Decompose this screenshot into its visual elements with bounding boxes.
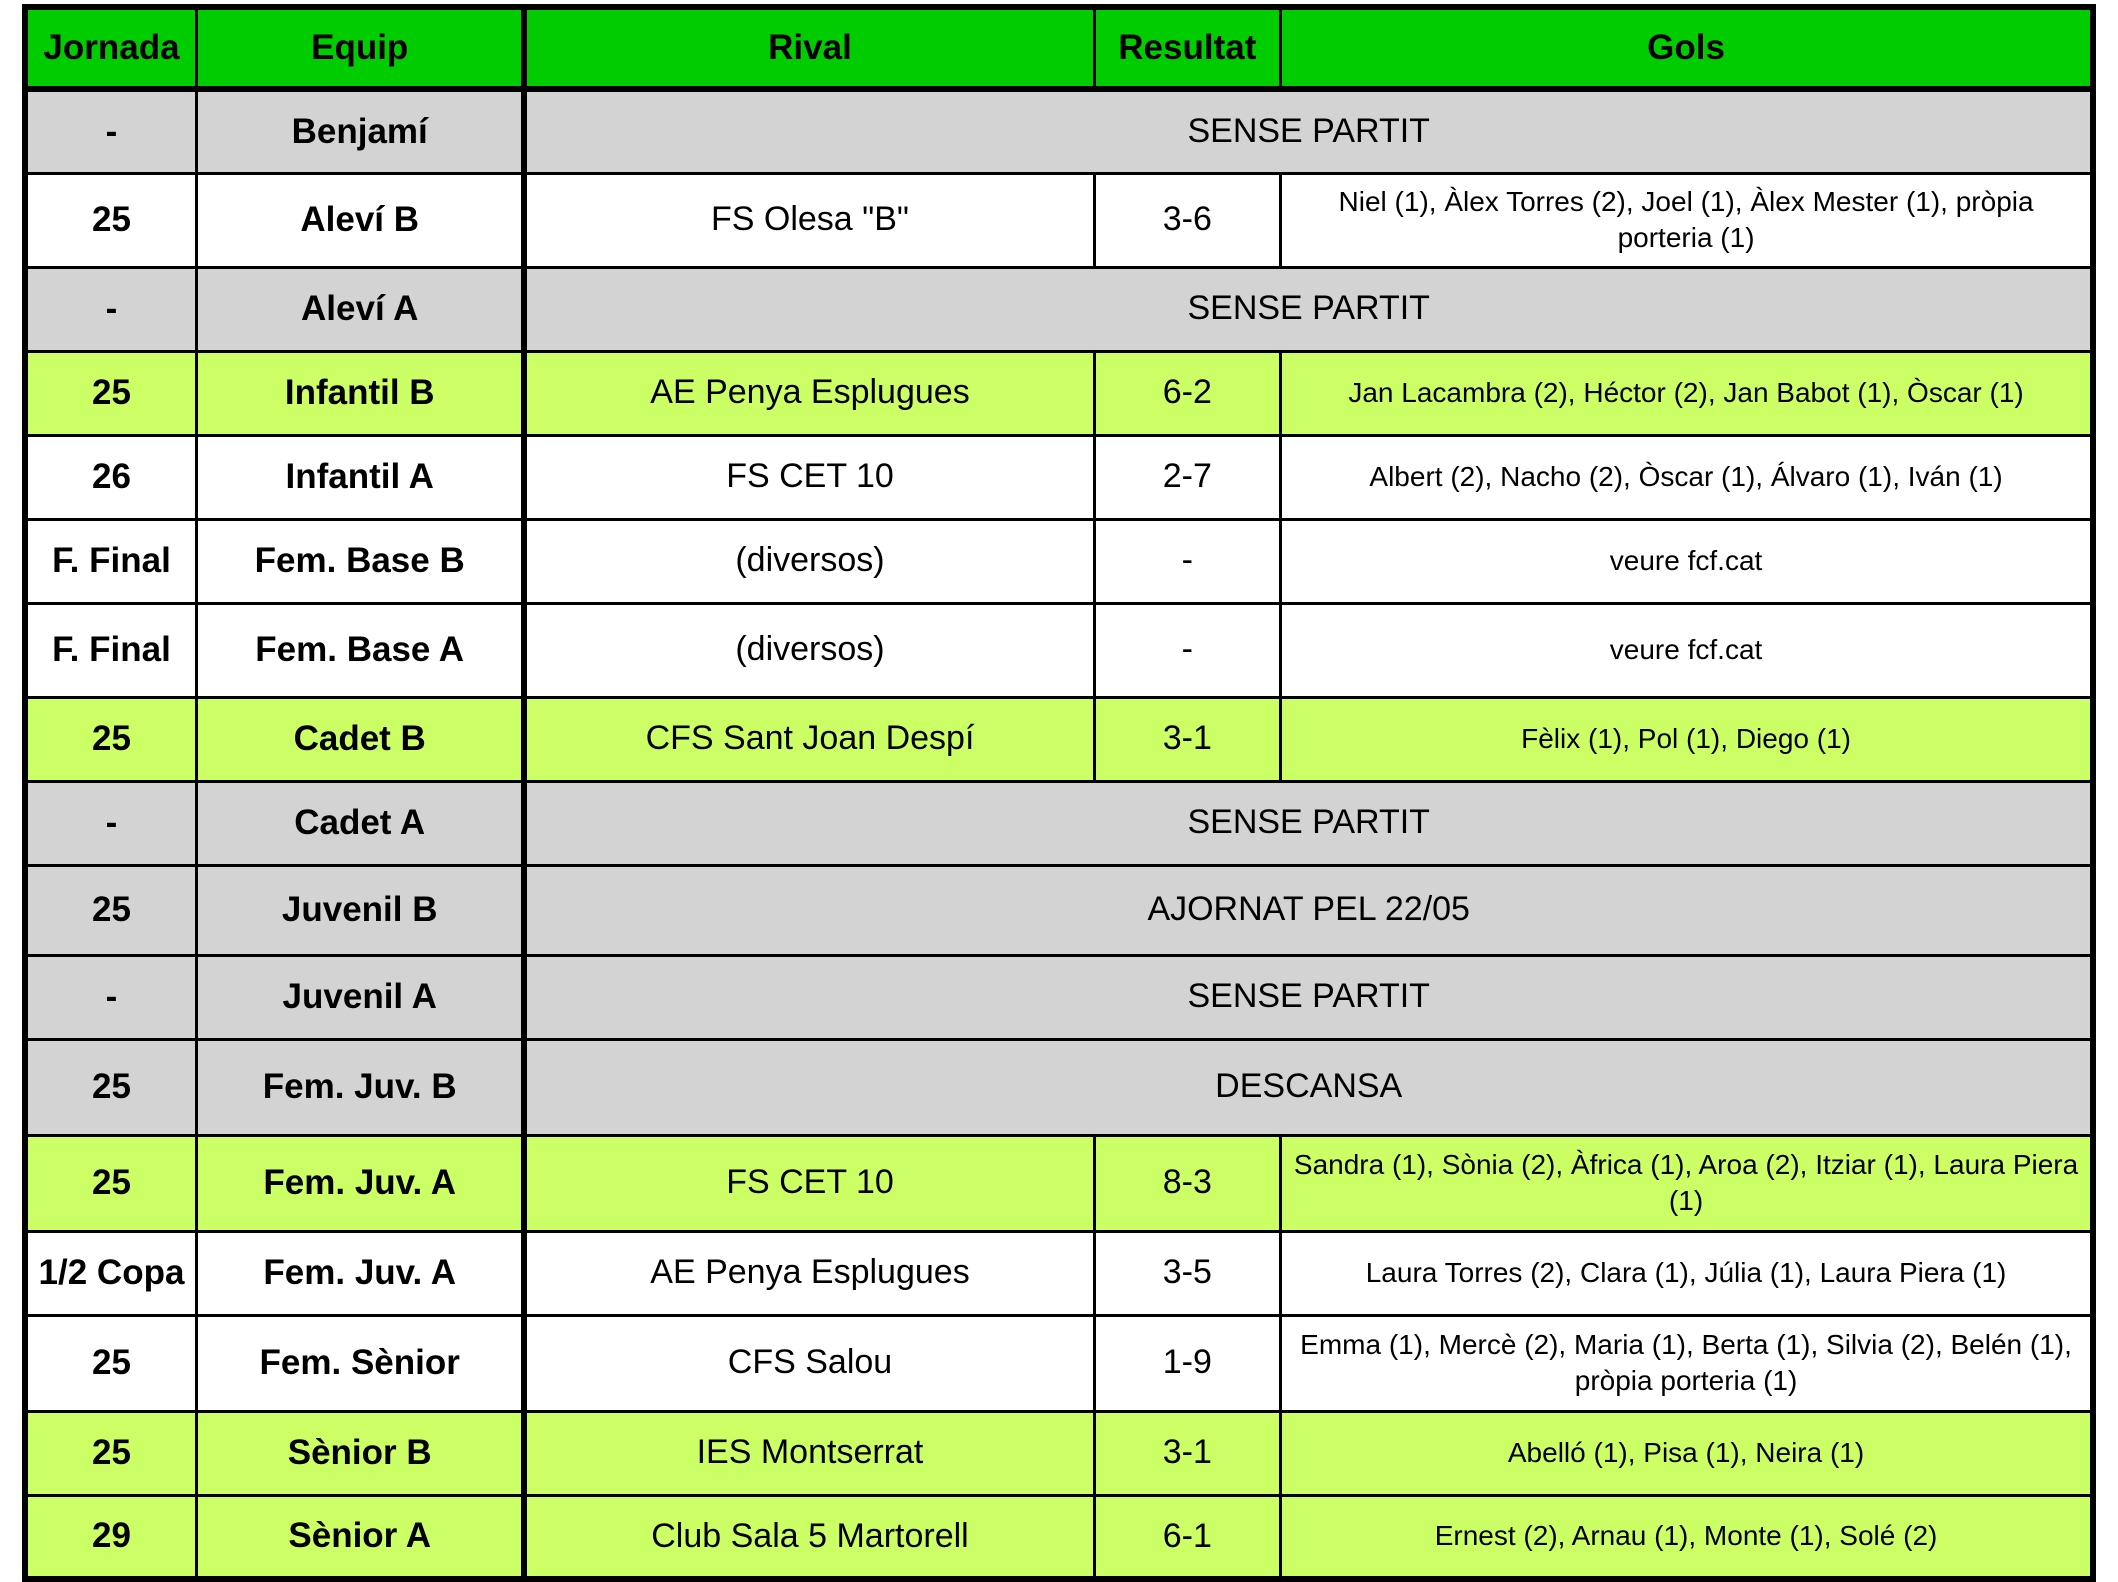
table-row <box>25 1411 2093 1495</box>
jornada-cell: 25 <box>25 1315 196 1411</box>
header-jornada: Jornada <box>25 7 196 89</box>
table-row <box>25 603 2093 697</box>
resultat-cell: 6-2 <box>1094 351 1281 435</box>
gols-cell: Jan Lacambra (2), Héctor (2), Jan Babot (1), Òscar (1) <box>1281 351 2093 435</box>
resultat-cell: 3-5 <box>1094 1231 1281 1315</box>
rival-cell: Club Sala 5 Martorell <box>524 1495 1094 1579</box>
rival-cell: CFS Salou <box>524 1315 1094 1411</box>
jornada-cell: F. Final <box>25 519 196 603</box>
table-row <box>25 173 2093 267</box>
status-notice-cell: SENSE PARTIT <box>524 267 2093 351</box>
table-row <box>25 435 2093 519</box>
table-row <box>25 1039 2093 1135</box>
jornada-cell: 25 <box>25 865 196 955</box>
equip-cell: Juvenil A <box>196 955 524 1039</box>
equip-cell: Aleví B <box>196 173 524 267</box>
rival-cell: FS Olesa "B" <box>524 173 1094 267</box>
resultat-cell: 8-3 <box>1094 1135 1281 1231</box>
gols-cell: Emma (1), Mercè (2), Maria (1), Berta (1), Silvia (2), Belén (1), pròpia porteria (1) <box>1281 1315 2093 1411</box>
resultat-cell: 3-1 <box>1094 697 1281 781</box>
resultat-cell: 2-7 <box>1094 435 1281 519</box>
equip-cell: Sènior A <box>196 1495 524 1579</box>
gols-cell: Laura Torres (2), Clara (1), Júlia (1), Laura Piera (1) <box>1281 1231 2093 1315</box>
equip-cell: Fem. Juv. A <box>196 1231 524 1315</box>
jornada-cell: 25 <box>25 351 196 435</box>
status-notice-cell: DESCANSA <box>524 1039 2093 1135</box>
gols-cell: Abelló (1), Pisa (1), Neira (1) <box>1281 1411 2093 1495</box>
jornada-cell: - <box>25 955 196 1039</box>
table-row <box>25 781 2093 865</box>
equip-cell: Benjamí <box>196 89 524 173</box>
table-row <box>25 1315 2093 1411</box>
gols-cell: Fèlix (1), Pol (1), Diego (1) <box>1281 697 2093 781</box>
status-notice-cell: SENSE PARTIT <box>524 781 2093 865</box>
jornada-cell: 26 <box>25 435 196 519</box>
equip-cell: Juvenil B <box>196 865 524 955</box>
results-table <box>22 4 2096 1582</box>
table-row <box>25 955 2093 1039</box>
rival-cell: FS CET 10 <box>524 435 1094 519</box>
table-row <box>25 519 2093 603</box>
gols-cell: veure fcf.cat <box>1281 519 2093 603</box>
resultat-cell: 3-1 <box>1094 1411 1281 1495</box>
table-row <box>25 697 2093 781</box>
equip-cell: Fem. Sènior <box>196 1315 524 1411</box>
gols-cell: Sandra (1), Sònia (2), Àfrica (1), Aroa (2), Itziar (1), Laura Piera (1) <box>1281 1135 2093 1231</box>
equip-cell: Cadet A <box>196 781 524 865</box>
gols-cell: Niel (1), Àlex Torres (2), Joel (1), Àlex Mester (1), pròpia porteria (1) <box>1281 173 2093 267</box>
equip-cell: Sènior B <box>196 1411 524 1495</box>
table-body <box>25 89 2093 1579</box>
jornada-cell: - <box>25 267 196 351</box>
resultat-cell: - <box>1094 519 1281 603</box>
rival-cell: AE Penya Esplugues <box>524 1231 1094 1315</box>
jornada-cell: - <box>25 89 196 173</box>
jornada-cell: 25 <box>25 697 196 781</box>
equip-cell: Infantil B <box>196 351 524 435</box>
gols-cell: Ernest (2), Arnau (1), Monte (1), Solé (2) <box>1281 1495 2093 1579</box>
header-row <box>25 7 2093 89</box>
table-row <box>25 89 2093 173</box>
rival-cell: FS CET 10 <box>524 1135 1094 1231</box>
resultat-cell: 6-1 <box>1094 1495 1281 1579</box>
table-row <box>25 351 2093 435</box>
equip-cell: Fem. Juv. A <box>196 1135 524 1231</box>
jornada-cell: - <box>25 781 196 865</box>
status-notice-cell: SENSE PARTIT <box>524 955 2093 1039</box>
gols-cell: Albert (2), Nacho (2), Òscar (1), Álvaro (1), Iván (1) <box>1281 435 2093 519</box>
status-notice-cell: SENSE PARTIT <box>524 89 2093 173</box>
resultat-cell: - <box>1094 603 1281 697</box>
jornada-cell: 25 <box>25 1135 196 1231</box>
gols-cell: veure fcf.cat <box>1281 603 2093 697</box>
table-row <box>25 267 2093 351</box>
resultat-cell: 1-9 <box>1094 1315 1281 1411</box>
header-rival: Rival <box>524 7 1094 89</box>
table-row <box>25 1495 2093 1579</box>
jornada-cell: 25 <box>25 1039 196 1135</box>
rival-cell: CFS Sant Joan Despí <box>524 697 1094 781</box>
jornada-cell: F. Final <box>25 603 196 697</box>
equip-cell: Fem. Juv. B <box>196 1039 524 1135</box>
rival-cell: (diversos) <box>524 603 1094 697</box>
equip-cell: Cadet B <box>196 697 524 781</box>
status-notice-cell: AJORNAT PEL 22/05 <box>524 865 2093 955</box>
jornada-cell: 29 <box>25 1495 196 1579</box>
jornada-cell: 25 <box>25 173 196 267</box>
equip-cell: Fem. Base B <box>196 519 524 603</box>
rival-cell: IES Montserrat <box>524 1411 1094 1495</box>
equip-cell: Fem. Base A <box>196 603 524 697</box>
table-row <box>25 1231 2093 1315</box>
equip-cell: Aleví A <box>196 267 524 351</box>
equip-cell: Infantil A <box>196 435 524 519</box>
header-resultat: Resultat <box>1094 7 1281 89</box>
jornada-cell: 1/2 Copa <box>25 1231 196 1315</box>
table-row <box>25 1135 2093 1231</box>
table-row <box>25 865 2093 955</box>
jornada-cell: 25 <box>25 1411 196 1495</box>
rival-cell: (diversos) <box>524 519 1094 603</box>
header-equip: Equip <box>196 7 524 89</box>
resultat-cell: 3-6 <box>1094 173 1281 267</box>
rival-cell: AE Penya Esplugues <box>524 351 1094 435</box>
header-gols: Gols <box>1281 7 2093 89</box>
